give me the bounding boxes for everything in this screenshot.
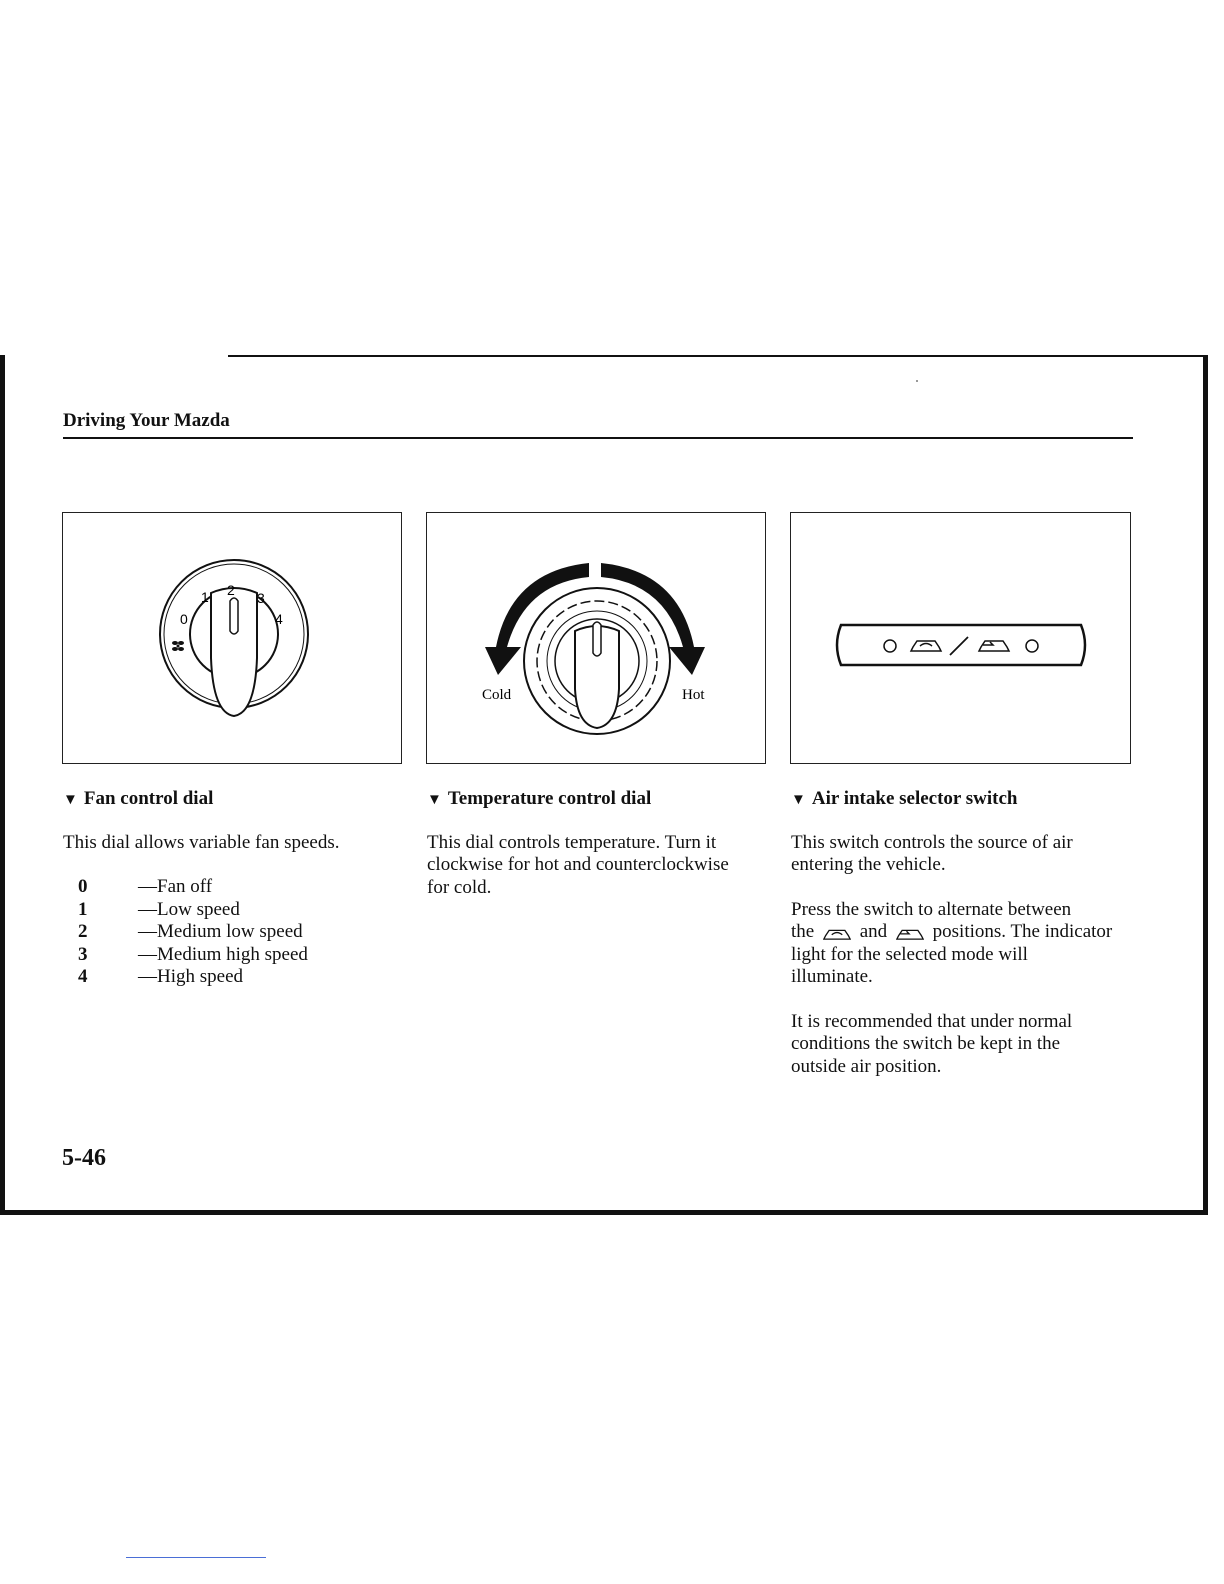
air-intake-switch-illustration	[791, 513, 1132, 765]
air-intake-section-heading	[791, 788, 1136, 812]
text-fragment: the	[791, 921, 815, 942]
air-intake-heading-text: Air intake selector switch	[811, 788, 1018, 809]
text-line: It is recommended that under normal	[791, 1010, 1073, 1032]
triangle-bullet-icon: ▼	[791, 792, 806, 808]
text-line: clockwise for hot and counterclockwise	[427, 854, 729, 875]
fan-dial-illustration	[63, 513, 403, 765]
list-item	[63, 876, 408, 899]
fan-dial-number-4: 4	[275, 611, 283, 627]
fan-speed-list	[63, 876, 408, 989]
air-intake-paragraph-3	[791, 1011, 1136, 1079]
fan-heading-text: Fan control dial	[83, 788, 214, 809]
bottom-link-underline	[126, 1557, 266, 1558]
section-header-title: Driving Your Mazda	[63, 410, 230, 431]
scan-speck	[916, 380, 918, 382]
indicator-light-right-icon	[1026, 640, 1038, 652]
list-item	[63, 899, 408, 922]
temperature-section-heading	[427, 788, 772, 812]
list-item	[63, 966, 408, 989]
speed-key: 0	[78, 876, 88, 897]
speed-key: 4	[78, 966, 88, 987]
text-line: conditions the switch be kept in the	[791, 1033, 1061, 1054]
fan-section	[63, 788, 408, 989]
page-frame-top	[228, 355, 1208, 357]
air-intake-paragraph-1	[791, 832, 1136, 877]
page-number: 5-46	[62, 1145, 106, 1171]
text-fragment: and	[859, 921, 888, 942]
outside-air-icon	[979, 641, 1009, 651]
triangle-bullet-icon: ▼	[427, 792, 442, 808]
text-line: illuminate.	[791, 966, 873, 987]
page-frame-bottom	[0, 1210, 1208, 1215]
indicator-light-left-icon	[884, 640, 896, 652]
fan-dial-number-3: 3	[257, 590, 265, 606]
speed-desc: —Low speed	[138, 898, 240, 920]
speed-key: 2	[78, 921, 88, 942]
air-intake-switch-figure	[790, 512, 1131, 764]
text-line: This dial controls temperature. Turn it	[427, 831, 717, 853]
text-line: outside air position.	[791, 1055, 942, 1077]
temperature-dial-figure	[426, 512, 766, 764]
temperature-section-text	[427, 832, 772, 900]
page-frame-left	[0, 355, 5, 1215]
fan-icon	[172, 641, 184, 651]
cold-label: Cold	[482, 687, 512, 703]
text-fragment: positions. The indicator	[932, 921, 1113, 942]
fan-dial-number-1: 1	[201, 589, 209, 605]
text-line: This switch controls the source of air	[791, 831, 1073, 853]
speed-desc: —Medium high speed	[138, 943, 308, 965]
header-rule	[63, 437, 1133, 439]
fan-dial-number-2: 2	[227, 582, 235, 598]
triangle-bullet-icon: ▼	[63, 792, 78, 808]
list-item	[63, 921, 408, 944]
speed-desc: —Medium low speed	[138, 921, 303, 942]
air-intake-section	[791, 788, 1136, 1100]
page-frame-right	[1203, 355, 1208, 1215]
text-line: light for the selected mode will	[791, 943, 1028, 965]
fan-dial-number-0: 0	[180, 611, 188, 627]
speed-key: 3	[78, 943, 88, 965]
temperature-heading-text: Temperature control dial	[447, 788, 652, 809]
recirculated-air-icon	[911, 641, 941, 651]
text-line: for cold.	[427, 876, 492, 898]
hot-label: Hot	[682, 687, 705, 703]
recirculated-air-icon	[823, 926, 851, 940]
fan-dial-figure	[62, 512, 402, 764]
fan-section-heading	[63, 788, 408, 812]
air-intake-paragraph-2	[791, 899, 1136, 989]
temperature-dial-illustration	[427, 513, 767, 765]
fan-section-text: This dial allows variable fan speeds.	[63, 831, 340, 853]
text-line: entering the vehicle.	[791, 854, 946, 875]
speed-desc: —High speed	[138, 966, 244, 987]
outside-air-icon	[896, 926, 924, 940]
temperature-section	[427, 788, 772, 921]
text-line: Press the switch to alternate between	[791, 898, 1072, 920]
speed-desc: —Fan off	[138, 876, 213, 897]
speed-key: 1	[78, 898, 88, 920]
list-item	[63, 944, 408, 967]
